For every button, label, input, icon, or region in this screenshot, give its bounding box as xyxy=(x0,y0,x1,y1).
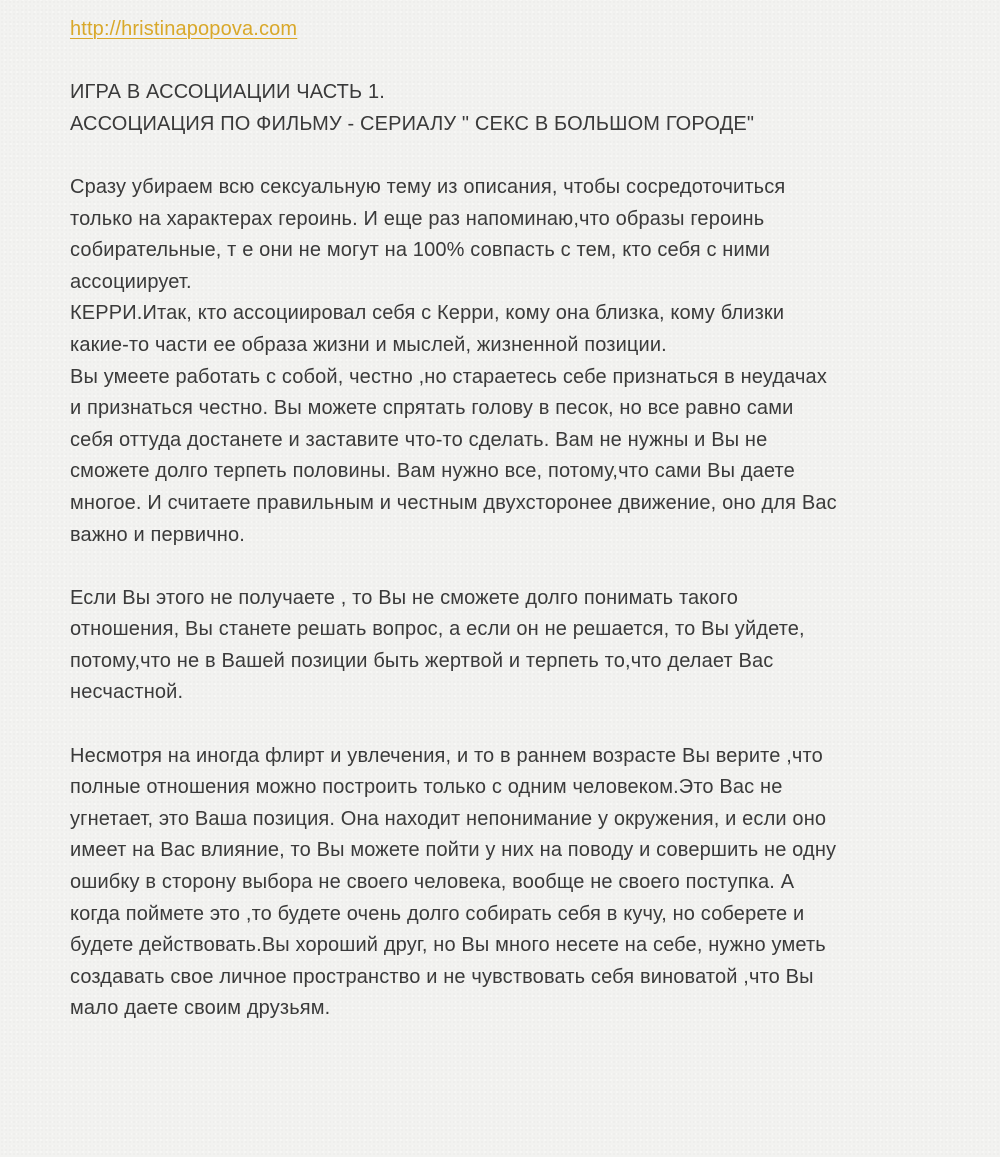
text-line: Вы умеете работать с собой, честно ,но стараетесь себе признаться в неудачах xyxy=(70,365,827,388)
paragraph-3 xyxy=(70,741,950,1025)
text-line: ошибку в сторону выбора не своего человека, вообще не своего поступка. А xyxy=(70,871,795,894)
text-line: имеет на Вас влияние, то Вы можете пойти у них на поводу и совершить не одну xyxy=(70,839,837,862)
text-line: сможете долго терпеть половины. Вам нужно все, потому,что сами Вы даете xyxy=(70,460,795,483)
spacer xyxy=(70,709,950,741)
text-line: важно и первично. xyxy=(70,523,245,546)
text-line: многое. И считаете правильным и честным двухсторонее движение, оно для Вас xyxy=(70,491,837,514)
text-line: собирательные, т е они не могут на 100% совпасть с тем, кто себя с ними xyxy=(70,239,771,262)
paragraph-1 xyxy=(70,172,950,551)
text-line: угнетает, это Ваша позиция. Она находит непонимание у окружения, и если оно xyxy=(70,807,827,830)
text-line: отношения, Вы станете решать вопрос, а если он не решается, то Вы уйдете, xyxy=(70,618,805,641)
text-line: Несмотря на иногда флирт и увлечения, и то в раннем возрасте Вы верите ,что xyxy=(70,744,823,767)
document-body xyxy=(70,14,950,1025)
text-line: и признаться честно. Вы можете спрятать голову в песок, но все равно сами xyxy=(70,397,794,420)
text-line: когда поймете это ,то будете очень долго собирать себя в кучу, но соберете и xyxy=(70,902,805,925)
spacer xyxy=(70,551,950,583)
text-line: КЕРРИ.Итак, кто ассоциировал себя с Керри, кому она близка, кому близки xyxy=(70,302,785,325)
text-line: ассоциирует. xyxy=(70,270,192,293)
paragraph-2 xyxy=(70,583,950,709)
text-line: потому,что не в Вашей позиции быть жертвой и терпеть то,что делает Вас xyxy=(70,649,774,672)
text-line: только на характерах героинь. И еще раз напоминаю,что образы героинь xyxy=(70,207,765,230)
text-line: какие-то части ее образа жизни и мыслей, жизненной позиции. xyxy=(70,333,667,356)
spacer xyxy=(70,46,950,78)
spacer xyxy=(70,140,950,172)
text-line: полные отношения можно построить только с одним человеком.Это Вас не xyxy=(70,776,783,799)
text-line: Сразу убираем всю сексуальную тему из описания, чтобы сосредоточиться xyxy=(70,175,786,198)
text-line: несчастной. xyxy=(70,681,184,704)
title-line: АССОЦИАЦИЯ ПО ФИЛЬМУ - СЕРИАЛУ " СЕКС В БОЛЬШОМ ГОРОДЕ" xyxy=(70,112,755,135)
text-line: себя оттуда достанете и заставите что-то сделать. Вам не нужны и Вы не xyxy=(70,428,768,451)
text-line: будете действовать.Вы хороший друг, но Вы много несете на себе, нужно уметь xyxy=(70,934,826,957)
text-line: Если Вы этого не получаете , то Вы не сможете долго понимать такого xyxy=(70,586,738,609)
title-line: ИГРА В АССОЦИАЦИИ ЧАСТЬ 1. xyxy=(70,81,386,104)
document-title xyxy=(70,77,950,140)
text-line: мало даете своим друзьям. xyxy=(70,997,331,1020)
website-link[interactable]: http://hristinapopova.com xyxy=(70,18,298,40)
text-line: создавать свое личное пространство и не чувствовать себя виноватой ,что Вы xyxy=(70,965,814,988)
